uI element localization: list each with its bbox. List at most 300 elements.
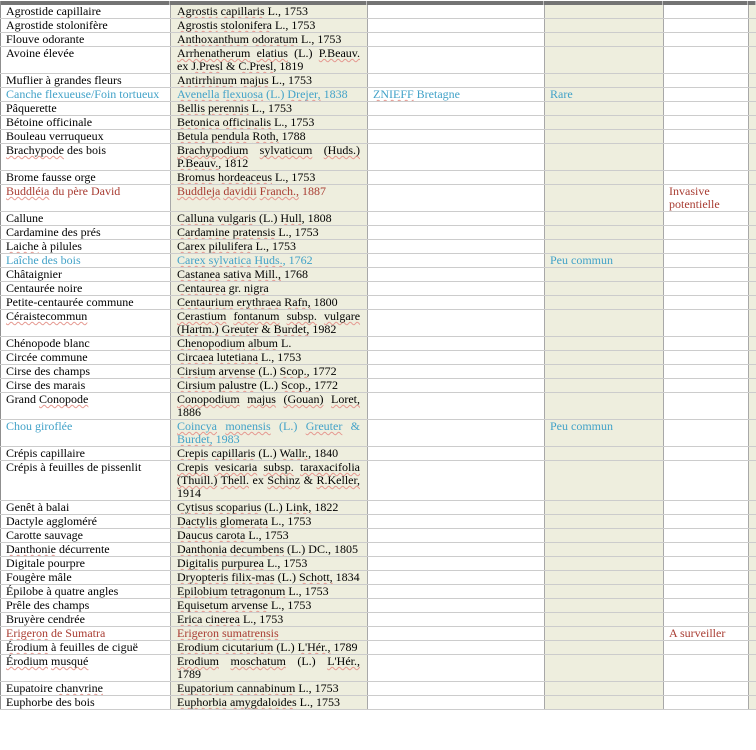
edge-cell[interactable] [749,696,756,710]
species-row [1,461,756,501]
edge-cell[interactable] [749,296,756,310]
edge-cell[interactable] [749,19,756,33]
edge-cell[interactable] [749,515,756,529]
latin-name-cell[interactable]: Erodium moschatum (L.) L'Hér., 1789 [171,655,368,682]
common-name-cell[interactable]: Bruyère cendrée [1,613,171,627]
rarity-cell[interactable] [545,655,664,682]
alert-cell[interactable] [664,351,749,365]
rarity-cell[interactable] [545,337,664,351]
edge-cell[interactable] [749,33,756,47]
rarity-cell[interactable] [545,393,664,420]
alert-cell[interactable] [664,501,749,515]
alert-cell[interactable] [664,296,749,310]
latin-name-cell[interactable]: Erigeron sumatrensis [171,627,368,641]
znieff-cell[interactable] [368,47,545,74]
rarity-cell[interactable] [545,515,664,529]
species-row [1,351,756,365]
latin-name-cell[interactable]: Cirsium arvense (L.) Scop., 1772 [171,365,368,379]
edge-cell[interactable] [749,641,756,655]
common-name-cell[interactable]: Flouve odorante [1,33,171,47]
edge-cell[interactable] [749,5,756,19]
common-name-cell[interactable]: Avoine élevée [1,47,171,74]
alert-cell[interactable] [664,116,749,130]
common-name-cell[interactable]: Agrostide stolonifère [1,19,171,33]
common-name-cell[interactable]: Centaurée noire [1,282,171,296]
latin-name-cell[interactable]: Crepis capillaris (L.) Wallr., 1840 [171,447,368,461]
rarity-cell[interactable] [545,171,664,185]
common-name-cell[interactable]: Érodium à feuilles de ciguë [1,641,171,655]
latin-name-cell[interactable]: Anthoxanthum odoratum L., 1753 [171,33,368,47]
edge-cell[interactable] [749,185,756,212]
alert-cell[interactable] [664,682,749,696]
species-row [1,641,756,655]
alert-cell[interactable] [664,144,749,171]
znieff-cell[interactable] [368,144,545,171]
species-row [1,310,756,337]
edge-cell[interactable] [749,655,756,682]
rarity-cell[interactable] [545,19,664,33]
znieff-cell[interactable] [368,365,545,379]
species-row [1,212,756,226]
edge-cell[interactable] [749,240,756,254]
edge-cell[interactable] [749,557,756,571]
species-row [1,337,756,351]
latin-name-cell[interactable]: Agrostis capillaris L., 1753 [171,5,368,19]
alert-cell[interactable] [664,74,749,88]
alert-cell[interactable] [664,613,749,627]
znieff-cell[interactable] [368,337,545,351]
znieff-cell[interactable] [368,282,545,296]
edge-cell[interactable] [749,393,756,420]
rarity-cell[interactable] [545,696,664,710]
latin-name-cell[interactable]: Cytisus scoparius (L.) Link, 1822 [171,501,368,515]
species-row [1,696,756,710]
species-row [1,599,756,613]
znieff-cell[interactable] [368,543,545,557]
edge-cell[interactable] [749,130,756,144]
znieff-cell[interactable] [368,585,545,599]
species-table [0,5,756,710]
edge-cell[interactable] [749,47,756,74]
rarity-cell[interactable] [545,102,664,116]
common-name-cell[interactable]: Circée commune [1,351,171,365]
edge-cell[interactable] [749,282,756,296]
common-name-cell[interactable]: Épilobe à quatre angles [1,585,171,599]
alert-cell[interactable] [664,268,749,282]
alert-cell[interactable] [664,379,749,393]
common-name-cell[interactable]: Laîche des bois [1,254,171,268]
species-row [1,254,756,268]
edge-cell[interactable] [749,310,756,337]
common-name-cell[interactable]: Bétoine officinale [1,116,171,130]
common-name-cell[interactable]: Euphorbe des bois [1,696,171,710]
znieff-cell[interactable] [368,627,545,641]
species-row [1,627,756,641]
znieff-cell[interactable] [368,102,545,116]
alert-cell[interactable] [664,33,749,47]
species-row [1,501,756,515]
latin-name-cell[interactable]: Euphorbia amygdaloides L., 1753 [171,696,368,710]
rarity-cell[interactable] [545,599,664,613]
edge-cell[interactable] [749,585,756,599]
species-row [1,74,756,88]
alert-cell[interactable] [664,447,749,461]
latin-name-cell[interactable]: Equisetum arvense L., 1753 [171,599,368,613]
edge-cell[interactable] [749,337,756,351]
znieff-cell[interactable] [368,379,545,393]
alert-cell[interactable] [664,130,749,144]
rarity-cell[interactable] [545,501,664,515]
common-name-cell[interactable]: Bouleau verruqueux [1,130,171,144]
rarity-cell[interactable] [545,5,664,19]
edge-cell[interactable] [749,461,756,501]
latin-name-cell[interactable]: Centaurium erythraea Rafn, 1800 [171,296,368,310]
znieff-cell[interactable] [368,655,545,682]
alert-cell[interactable] [664,171,749,185]
species-row [1,529,756,543]
edge-cell[interactable] [749,529,756,543]
alert-cell[interactable] [664,282,749,296]
species-row [1,585,756,599]
edge-cell[interactable] [749,599,756,613]
rarity-cell[interactable] [545,379,664,393]
latin-name-cell[interactable]: Digitalis purpurea L., 1753 [171,557,368,571]
alert-cell[interactable] [664,365,749,379]
rarity-cell[interactable] [545,310,664,337]
znieff-cell[interactable] [368,613,545,627]
znieff-cell[interactable] [368,19,545,33]
alert-cell[interactable] [664,696,749,710]
species-row [1,571,756,585]
latin-name-cell[interactable]: Brachypodium sylvaticum (Huds.) P.Beauv., 1812 [171,144,368,171]
common-name-cell[interactable]: Crépis à feuilles de pissenlit [1,461,171,501]
edge-cell[interactable] [749,365,756,379]
znieff-cell[interactable] [368,185,545,212]
common-name-cell[interactable]: Eupatoire chanvrine [1,682,171,696]
species-row [1,116,756,130]
alert-cell[interactable] [664,599,749,613]
znieff-cell[interactable] [368,515,545,529]
common-name-cell[interactable]: Cardamine des prés [1,226,171,240]
common-name-cell[interactable]: Carotte sauvage [1,529,171,543]
znieff-cell[interactable] [368,240,545,254]
rarity-cell[interactable] [545,641,664,655]
common-name-cell[interactable]: Crépis capillaire [1,447,171,461]
znieff-cell[interactable] [368,296,545,310]
latin-name-cell[interactable]: Betonica officinalis L., 1753 [171,116,368,130]
znieff-cell[interactable] [368,74,545,88]
latin-name-cell[interactable]: Dryopteris filix-mas (L.) Schott, 1834 [171,571,368,585]
rarity-cell[interactable] [545,116,664,130]
latin-name-cell[interactable]: Cirsium palustre (L.) Scop., 1772 [171,379,368,393]
alert-cell[interactable] [664,529,749,543]
species-table-body [1,5,756,710]
alert-cell[interactable] [664,240,749,254]
species-row [1,682,756,696]
latin-name-cell[interactable]: Epilobium tetragonum L., 1753 [171,585,368,599]
znieff-cell[interactable] [368,310,545,337]
rarity-cell[interactable] [545,627,664,641]
header-cell-partial [748,1,756,5]
alert-cell[interactable] [664,543,749,557]
common-name-cell[interactable]: Céraistecommun [1,310,171,337]
latin-name-cell[interactable]: Arrhenatherum elatius (L.) P.Beauv. ex J.Presl & C.Presl, 1819 [171,47,368,74]
edge-cell[interactable] [749,212,756,226]
common-name-cell[interactable]: Danthonie décurrente [1,543,171,557]
rarity-cell[interactable] [545,365,664,379]
species-row [1,420,756,447]
species-row [1,5,756,19]
species-row [1,33,756,47]
rarity-cell[interactable] [545,47,664,74]
latin-name-cell[interactable]: Carex sylvatica Huds., 1762 [171,254,368,268]
table-header-row-partial [0,1,756,5]
common-name-cell[interactable]: Digitale pourpre [1,557,171,571]
common-name-cell[interactable]: Chou giroflée [1,420,171,447]
edge-cell[interactable] [749,627,756,641]
edge-cell[interactable] [749,88,756,102]
edge-cell[interactable] [749,268,756,282]
common-name-cell[interactable]: Pâquerette [1,102,171,116]
edge-cell[interactable] [749,226,756,240]
znieff-cell[interactable] [368,212,545,226]
rarity-cell[interactable] [545,226,664,240]
common-name-cell[interactable]: Cirse des champs [1,365,171,379]
znieff-cell[interactable] [368,501,545,515]
alert-cell[interactable] [664,19,749,33]
edge-cell[interactable] [749,379,756,393]
znieff-cell[interactable] [368,5,545,19]
species-row [1,296,756,310]
common-name-cell[interactable]: Petite-centaurée commune [1,296,171,310]
species-row [1,240,756,254]
rarity-cell[interactable] [545,282,664,296]
znieff-cell[interactable] [368,420,545,447]
znieff-cell[interactable] [368,130,545,144]
edge-cell[interactable] [749,254,756,268]
edge-cell[interactable] [749,420,756,447]
alert-cell[interactable] [664,88,749,102]
alert-cell[interactable] [664,585,749,599]
species-row [1,88,756,102]
latin-name-cell[interactable]: Cerastium fontanum subsp. vulgare (Hartm.) Greuter & Burdet, 1982 [171,310,368,337]
species-table-page [0,1,756,710]
common-name-cell[interactable]: Canche flexueuse/Foin tortueux [1,88,171,102]
alert-cell[interactable]: A surveiller [664,627,749,641]
rarity-cell[interactable] [545,240,664,254]
latin-name-cell[interactable]: Agrostis stolonifera L., 1753 [171,19,368,33]
header-cell-partial [663,1,748,5]
latin-name-cell[interactable]: Erica cinerea L., 1753 [171,613,368,627]
rarity-cell[interactable] [545,613,664,627]
species-row [1,447,756,461]
common-name-cell[interactable]: Fougère mâle [1,571,171,585]
common-name-cell[interactable]: Callune [1,212,171,226]
alert-cell[interactable] [664,102,749,116]
latin-name-cell[interactable]: Daucus carota L., 1753 [171,529,368,543]
species-row [1,557,756,571]
edge-cell[interactable] [749,571,756,585]
common-name-cell[interactable]: Muflier à grandes fleurs [1,74,171,88]
latin-name-cell[interactable]: Cardamine pratensis L., 1753 [171,226,368,240]
species-row [1,282,756,296]
alert-cell[interactable] [664,515,749,529]
common-name-cell[interactable]: Dactyle aggloméré [1,515,171,529]
alert-cell[interactable] [664,655,749,682]
common-name-cell[interactable]: Grand Conopode [1,393,171,420]
common-name-cell[interactable]: Buddléia du père David [1,185,171,212]
znieff-cell[interactable] [368,696,545,710]
species-row [1,365,756,379]
species-row [1,379,756,393]
common-name-cell[interactable]: Brachypode des bois [1,144,171,171]
latin-name-cell[interactable]: Betula pendula Roth, 1788 [171,130,368,144]
rarity-cell[interactable] [545,296,664,310]
znieff-cell[interactable] [368,461,545,501]
alert-cell[interactable] [664,226,749,240]
common-name-cell[interactable]: Cirse des marais [1,379,171,393]
common-name-cell[interactable]: Erigeron de Sumatra [1,627,171,641]
alert-cell[interactable] [664,641,749,655]
rarity-cell[interactable] [545,529,664,543]
rarity-cell[interactable] [545,461,664,501]
alert-cell[interactable]: Invasive potentielle [664,185,749,212]
rarity-cell[interactable] [545,185,664,212]
znieff-cell[interactable] [368,393,545,420]
latin-name-cell[interactable]: Antirrhinum majus L., 1753 [171,74,368,88]
common-name-cell[interactable]: Chénopode blanc [1,337,171,351]
edge-cell[interactable] [749,102,756,116]
common-name-cell[interactable]: Agrostide capillaire [1,5,171,19]
common-name-cell[interactable]: Prêle des champs [1,599,171,613]
rarity-cell[interactable]: Peu commun [545,254,664,268]
species-row [1,515,756,529]
rarity-cell[interactable]: Peu commun [545,420,664,447]
species-row [1,144,756,171]
rarity-cell[interactable] [545,351,664,365]
common-name-cell[interactable]: Genêt à balai [1,501,171,515]
latin-name-cell[interactable]: Crepis vesicaria subsp. taraxacifolia (Thuill.) Thell. ex Schinz & R.Keller, 1914 [171,461,368,501]
latin-name-cell[interactable]: Buddleja davidii Franch., 1887 [171,185,368,212]
znieff-cell[interactable] [368,641,545,655]
edge-cell[interactable] [749,351,756,365]
alert-cell[interactable] [664,310,749,337]
latin-name-cell[interactable]: Coincya monensis (L.) Greuter & Burdet, 1983 [171,420,368,447]
znieff-cell[interactable] [368,171,545,185]
znieff-cell[interactable] [368,351,545,365]
latin-name-cell[interactable]: Centaurea gr. nigra [171,282,368,296]
rarity-cell[interactable] [545,33,664,47]
latin-name-cell[interactable]: Erodium cicutarium (L.) L'Hér., 1789 [171,641,368,655]
common-name-cell[interactable]: Érodium musqué [1,655,171,682]
alert-cell[interactable] [664,337,749,351]
latin-name-cell[interactable]: Bromus hordeaceus L., 1753 [171,171,368,185]
edge-cell[interactable] [749,74,756,88]
znieff-cell[interactable] [368,254,545,268]
latin-name-cell[interactable]: Dactylis glomerata L., 1753 [171,515,368,529]
latin-name-cell[interactable]: Chenopodium album L. [171,337,368,351]
znieff-cell[interactable] [368,571,545,585]
rarity-cell[interactable] [545,447,664,461]
edge-cell[interactable] [749,447,756,461]
common-name-cell[interactable]: Laiche à pilules [1,240,171,254]
species-row [1,393,756,420]
alert-cell[interactable] [664,557,749,571]
alert-cell[interactable] [664,5,749,19]
species-row [1,185,756,212]
alert-cell[interactable] [664,393,749,420]
edge-cell[interactable] [749,682,756,696]
latin-name-cell[interactable]: Danthonia decumbens (L.) DC., 1805 [171,543,368,557]
edge-cell[interactable] [749,501,756,515]
znieff-cell[interactable] [368,599,545,613]
rarity-cell[interactable] [545,543,664,557]
edge-cell[interactable] [749,171,756,185]
header-cell-partial [544,1,663,5]
rarity-cell[interactable] [545,144,664,171]
alert-cell[interactable] [664,571,749,585]
znieff-cell[interactable] [368,268,545,282]
alert-cell[interactable] [664,212,749,226]
species-row [1,268,756,282]
rarity-cell[interactable] [545,130,664,144]
znieff-cell[interactable] [368,682,545,696]
rarity-cell[interactable] [545,268,664,282]
latin-name-cell[interactable]: Carex pilulifera L., 1753 [171,240,368,254]
rarity-cell[interactable] [545,74,664,88]
rarity-cell[interactable] [545,212,664,226]
header-cell-partial [367,1,544,5]
znieff-cell[interactable] [368,226,545,240]
species-row [1,102,756,116]
common-name-cell[interactable]: Brome fausse orge [1,171,171,185]
species-row [1,226,756,240]
species-row [1,171,756,185]
znieff-cell[interactable] [368,447,545,461]
common-name-cell[interactable]: Châtaignier [1,268,171,282]
latin-name-cell[interactable]: Calluna vulgaris (L.) Hull, 1808 [171,212,368,226]
latin-name-cell[interactable]: Eupatorium cannabinum L., 1753 [171,682,368,696]
latin-name-cell[interactable]: Avenella flexuosa (L.) Drejer, 1838 [171,88,368,102]
edge-cell[interactable] [749,543,756,557]
rarity-cell[interactable] [545,557,664,571]
edge-cell[interactable] [749,116,756,130]
rarity-cell[interactable]: Rare [545,88,664,102]
alert-cell[interactable] [664,461,749,501]
latin-name-cell[interactable]: Circaea lutetiana L., 1753 [171,351,368,365]
latin-name-cell[interactable]: Castanea sativa Mill., 1768 [171,268,368,282]
latin-name-cell[interactable]: Conopodium majus (Gouan) Loret, 1886 [171,393,368,420]
znieff-cell[interactable] [368,529,545,543]
edge-cell[interactable] [749,144,756,171]
species-row [1,543,756,557]
edge-cell[interactable] [749,613,756,627]
species-row [1,613,756,627]
alert-cell[interactable] [664,254,749,268]
znieff-cell[interactable] [368,557,545,571]
rarity-cell[interactable] [545,585,664,599]
znieff-cell[interactable] [368,33,545,47]
znieff-cell[interactable] [368,116,545,130]
rarity-cell[interactable] [545,571,664,585]
latin-name-cell[interactable]: Bellis perennis L., 1753 [171,102,368,116]
alert-cell[interactable] [664,420,749,447]
alert-cell[interactable] [664,47,749,74]
species-row [1,19,756,33]
znieff-cell[interactable]: ZNIEFF Bretagne [368,88,545,102]
species-row [1,655,756,682]
rarity-cell[interactable] [545,682,664,696]
